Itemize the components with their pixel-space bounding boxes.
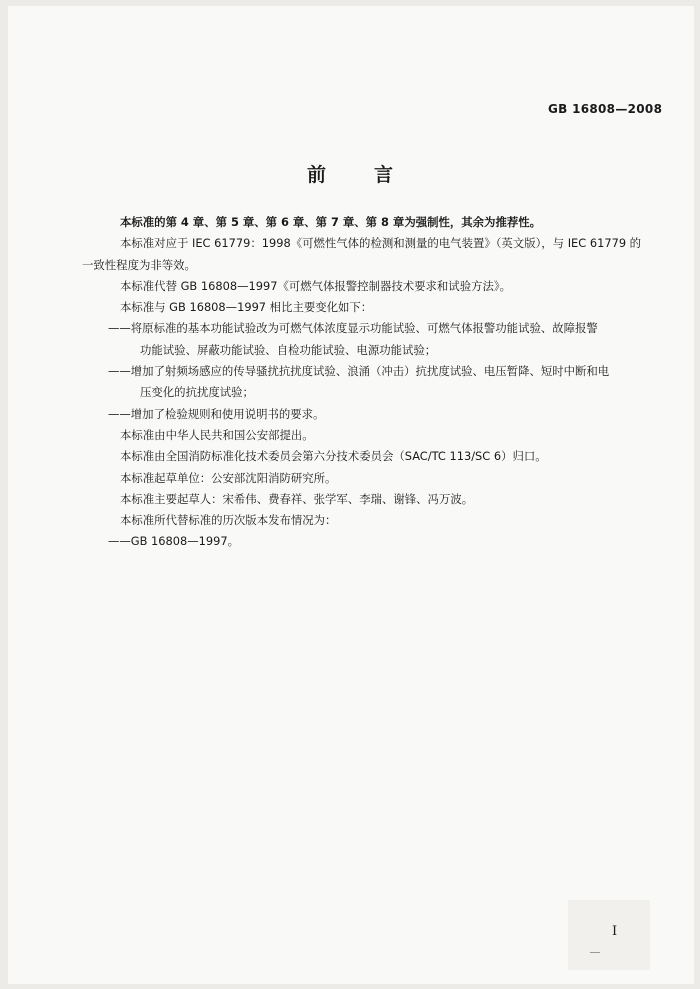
paragraph: 本标准起草单位：公安部沈阳消防研究所。	[120, 470, 337, 485]
paragraph: 本标准对应于 IEC 61779：1998《可燃性气体的检测和测量的电气装置》（英文版），与 IEC 61779 的	[120, 236, 642, 251]
paragraph: 一致性程度为非等效。	[82, 257, 196, 272]
paragraph: 本标准代替 GB 16808—1997《可燃气体报警控制器技术要求和试验方法》。	[120, 278, 511, 293]
list-item: ——将原标准的基本功能试验改为可燃气体浓度显示功能试验、可燃气体报警功能试验、故障报警	[108, 321, 598, 336]
list-item-continuation: 压变化的抗扰度试验；	[140, 385, 254, 400]
list-item: ——增加了射频场感应的传导骚扰抗扰度试验、浪涌（冲击）抗扰度试验、电压暂降、短时中断和电	[108, 364, 610, 379]
paragraph: 本标准与 GB 16808—1997 相比主要变化如下：	[120, 300, 373, 315]
foreword-body	[82, 212, 642, 553]
list-item-continuation: 功能试验、屏蔽功能试验、自检功能试验、电源功能试验；	[140, 342, 437, 357]
paragraph: 本标准由中华人民共和国公安部提出。	[120, 427, 314, 442]
page-title: 前言	[306, 164, 441, 186]
list-item: ——GB 16808—1997。	[108, 534, 240, 549]
paragraph: 本标准主要起草人：宋希伟、费春祥、张学军、李瑞、谢锋、冯万波。	[120, 491, 474, 506]
standard-number: GB 16808—2008	[548, 102, 663, 116]
paragraph: 本标准的第 4 章、第 5 章、第 6 章、第 7 章、第 8 章为强制性，其余为推荐性。	[120, 215, 542, 229]
paragraph: 本标准所代替标准的历次版本发布情况为：	[120, 513, 337, 528]
paragraph: 本标准由全国消防标准化技术委员会第六分技术委员会（SAC/TC 113/SC 6）归口。	[120, 449, 547, 464]
scan-smudge	[568, 900, 650, 970]
list-item: ——增加了检验规则和使用说明书的要求。	[108, 406, 325, 421]
page-number: I	[612, 924, 618, 939]
scan-mark	[590, 952, 600, 953]
